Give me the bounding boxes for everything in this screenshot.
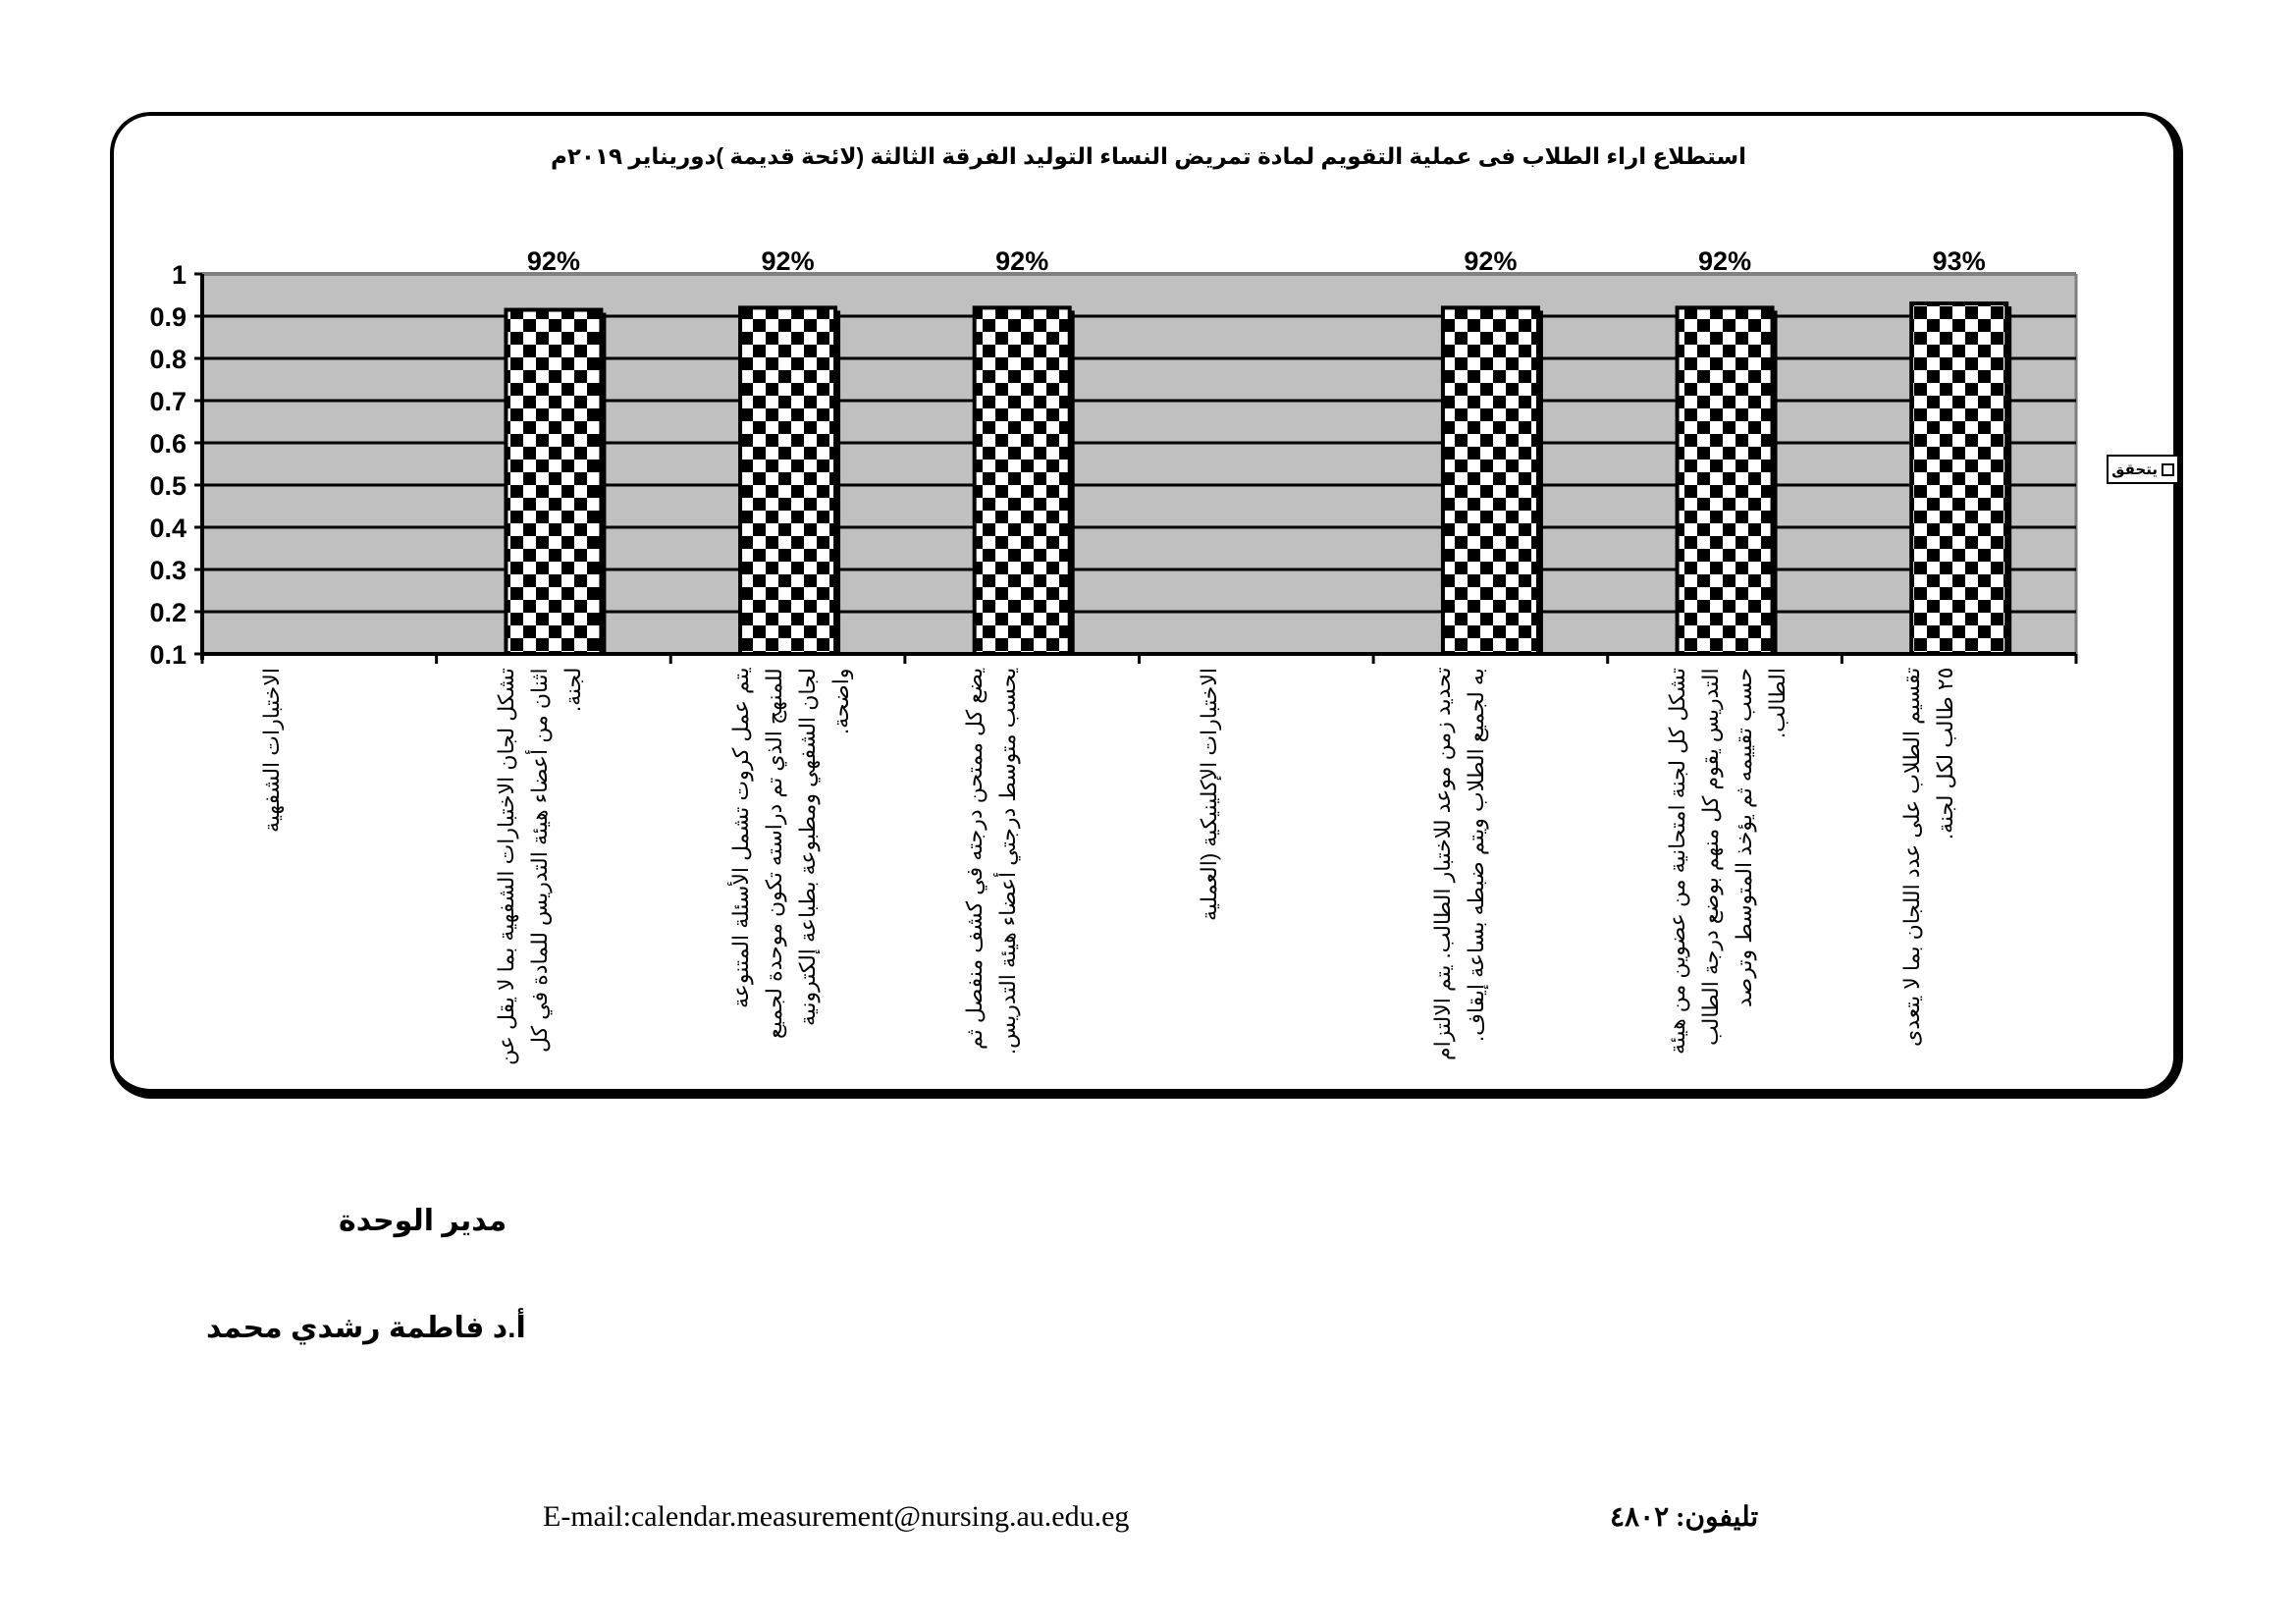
x-category-label: يتم عمل كروت تشمل الأسئلة المتنوعة للمنهج الذي تم دراسته تكون موحدة لجميع لجان الشفهي ومطبوعة بطباعة إلكترونية واضحة.: [727, 668, 853, 1039]
legend-label: يتحقق: [2111, 461, 2158, 478]
chart-title: استطلاع اراء الطلاب فى عملية التقويم لمادة تمريض النساء التوليد الفرقة الثالثة (لائحة قديمة )دوريناير ٢٠١٩م: [551, 143, 1746, 169]
y-tick-label: 0.2: [149, 598, 187, 627]
bar: [740, 307, 835, 654]
data-label: 92%: [1698, 246, 1752, 276]
bar: [1678, 307, 1773, 654]
x-category-label: تقسيم الطلاب على عدد اللجان بما لا يتعدى ٢٥ طالب لكل لجنة.: [1898, 668, 1957, 1048]
legend: [2107, 455, 2179, 484]
plot-area: [202, 274, 2076, 654]
x-category-label: يضع كل ممتحن درجته في كشف منفصل ثم يحسب متوسط درجتي أعضاء هيئة التدريس.: [962, 668, 1021, 1056]
data-label: 92%: [761, 246, 815, 276]
y-tick-label: 0.9: [149, 302, 187, 332]
x-category-label: تحديد زمن موعد للاختبار الطالب. يتم الالتزام به لجميع الطلاب ويتم ضبطه بساعة إيقاف.: [1430, 668, 1489, 1061]
x-category-label: الاختبارات الشفهية: [259, 668, 285, 833]
data-label: 93%: [1932, 246, 1986, 276]
bar: [1911, 303, 2006, 654]
y-tick-label: 0.6: [149, 429, 187, 459]
email-text: E-mail:calendar.measurement@nursing.au.edu.eg: [543, 1500, 1130, 1533]
y-tick-label: 1: [171, 260, 187, 290]
data-label: 92%: [526, 246, 580, 276]
x-category-label: الاختبارات الإكلينيكية (العملية: [1196, 668, 1221, 922]
y-tick-label: 0.7: [149, 387, 187, 416]
data-label: 92%: [995, 246, 1049, 276]
bar: [975, 307, 1070, 654]
phone-text: تليفون: ٤٨٠٢: [1610, 1502, 1759, 1533]
bar: [1443, 307, 1538, 654]
x-category-label: تشكل كل لجنة امتحانية من عضوين من هيئة التدريس يقوم كل منهم بوضع درجة الطالب حسب تقييمه ثم يؤخذ المتوسط وترصد الطالب.: [1665, 668, 1790, 1055]
y-tick-label: 0.4: [149, 514, 187, 543]
y-tick-label: 0.5: [149, 471, 187, 501]
y-tick-label: 0.8: [149, 345, 187, 374]
signature-name: أ.د فاطمة رشدي محمد: [206, 1312, 526, 1344]
data-label: 92%: [1464, 246, 1518, 276]
legend-swatch-icon: [2162, 463, 2174, 476]
x-category-label: تشكل لجان الاختبارات الشفهية بما لا يقل عن اثنان من أعضاء هيئة التدريس للمادة في كل لجنة.: [493, 668, 585, 1065]
y-tick-label: 0.1: [149, 640, 187, 670]
y-tick-label: 0.3: [149, 556, 187, 585]
bar: [506, 310, 601, 654]
signature-title: مدير الوحدة: [339, 1205, 507, 1237]
